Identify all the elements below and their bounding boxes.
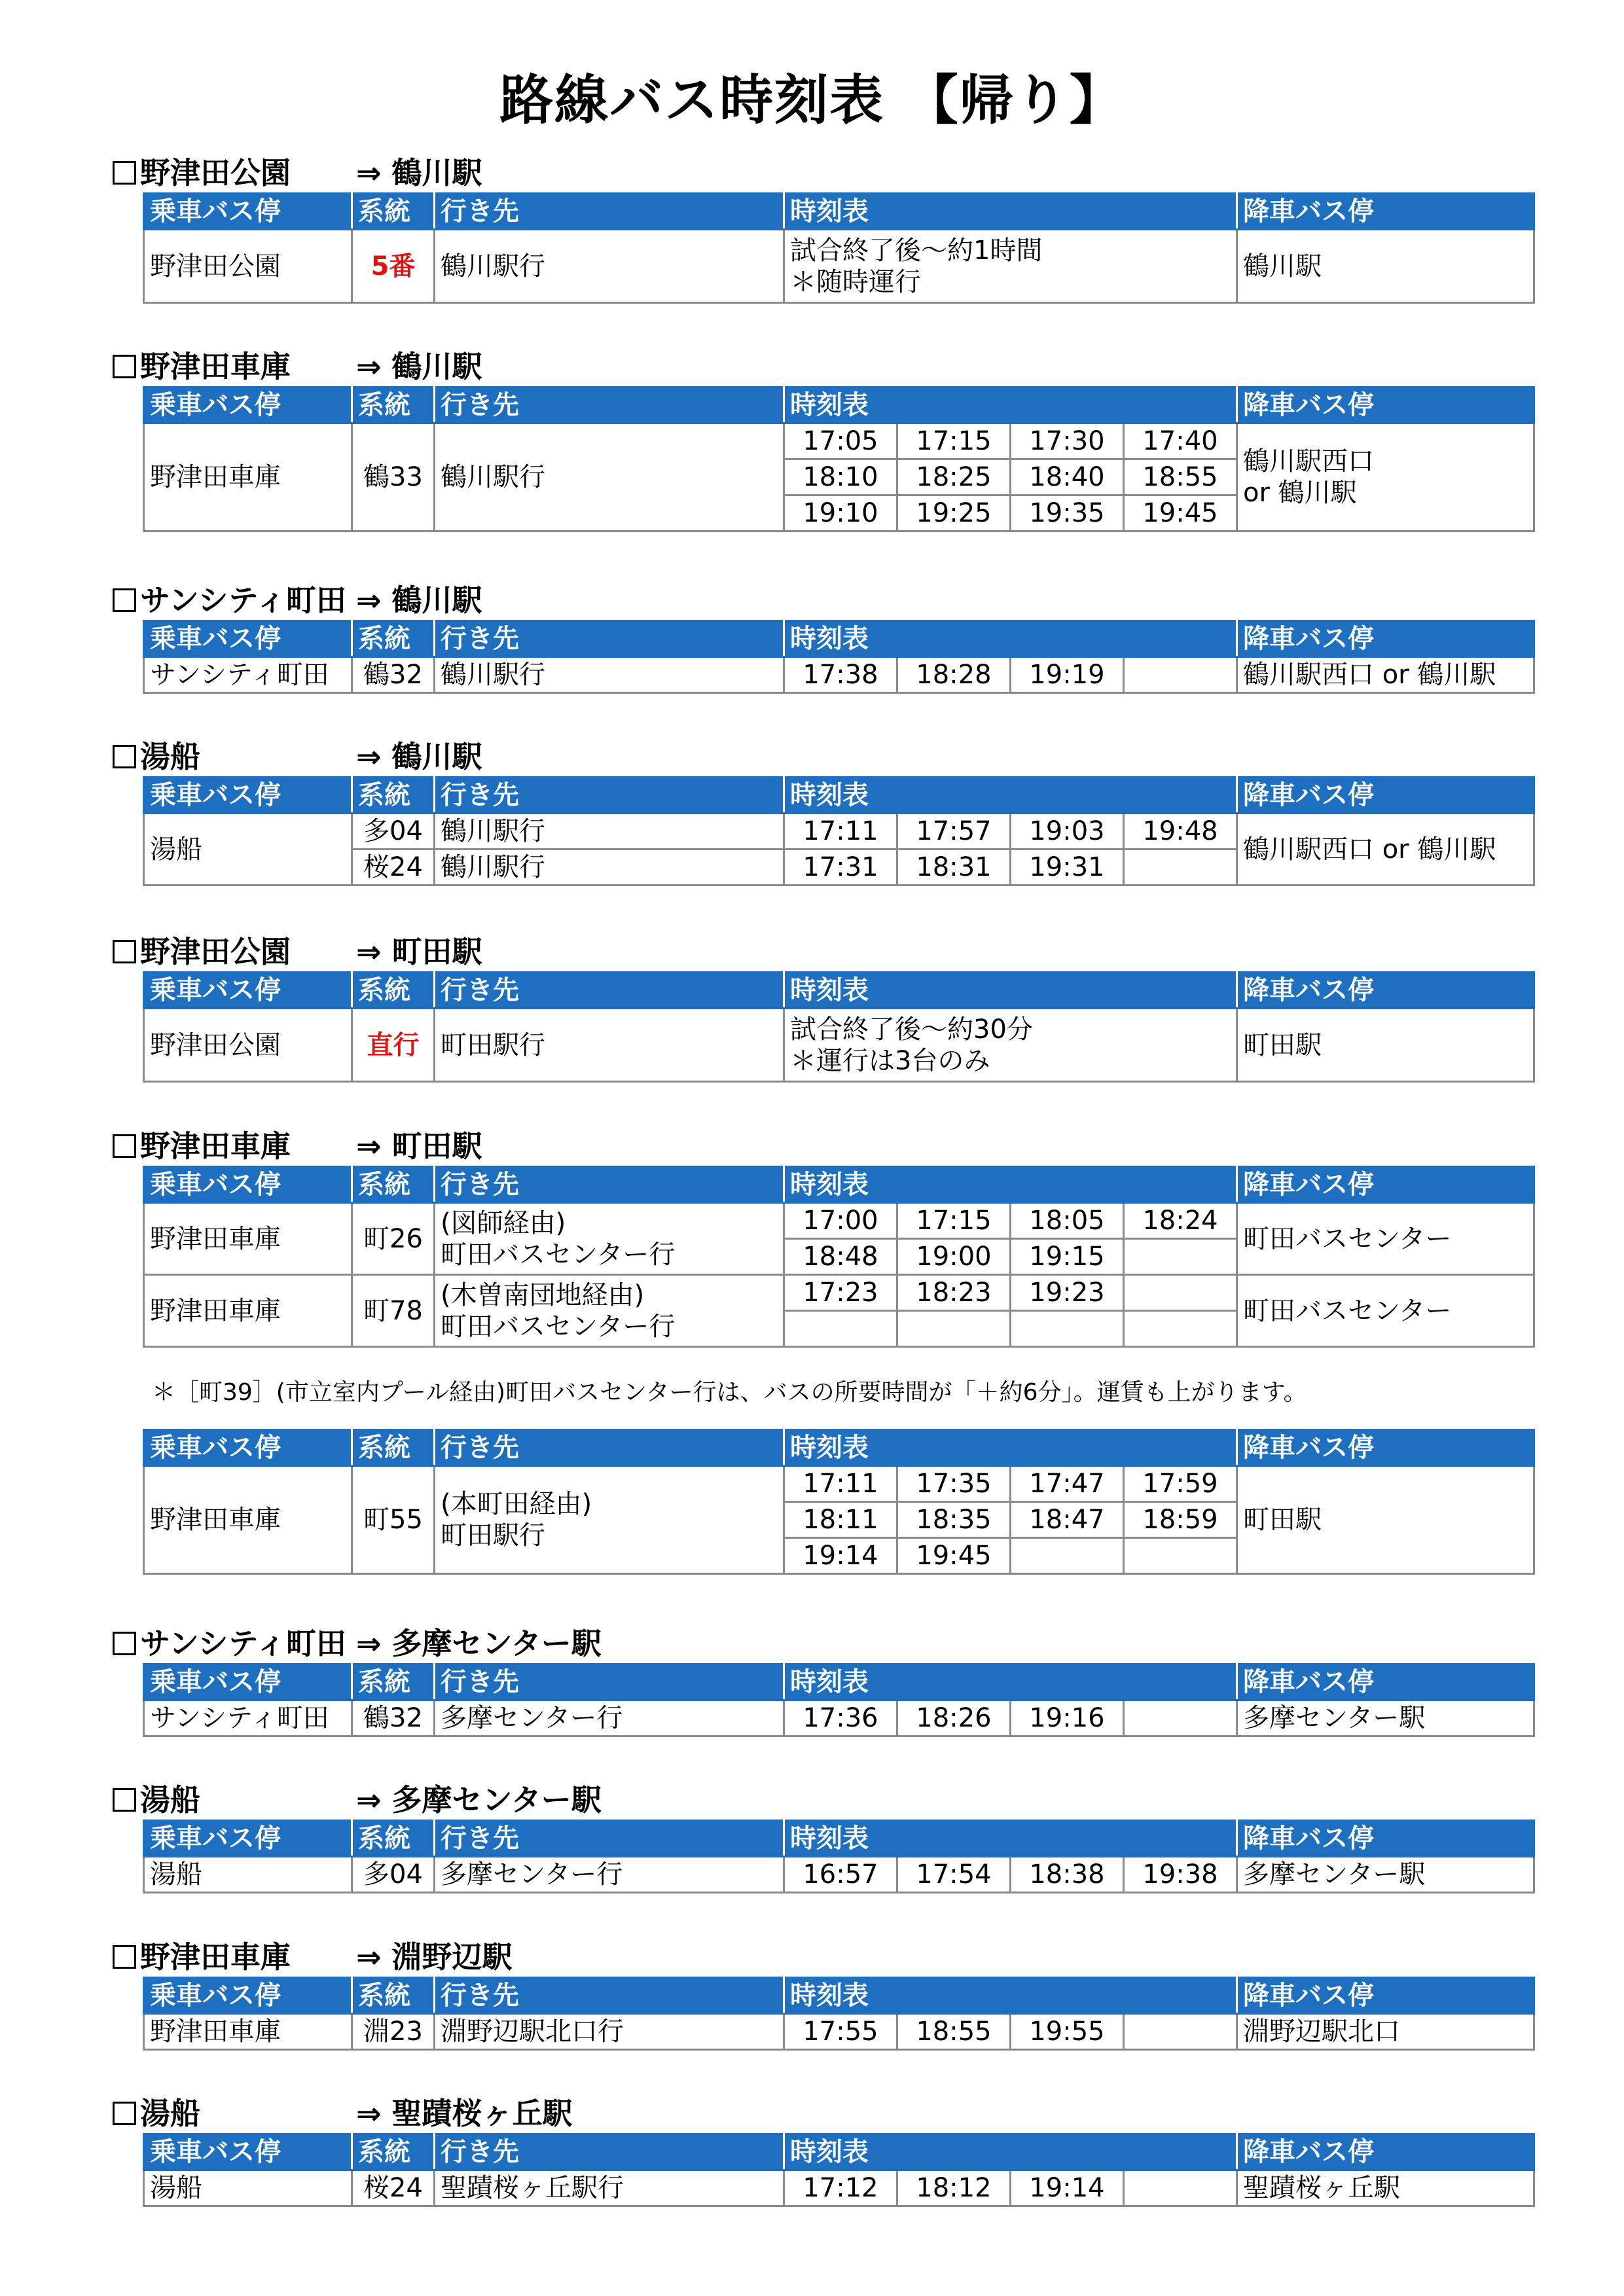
timetable [143, 192, 1535, 304]
section-destination: ⇒ 鶴川駅 [356, 739, 482, 774]
route-note: ＊［町39］(市立室内プール経由)町田バスセンター行は、バスの所要時間が「＋約6分」。運賃も上がります。 [152, 1379, 1307, 1406]
boarding-stop: 野津田公園 [144, 230, 352, 303]
section-destination: ⇒ 鶴川駅 [356, 155, 482, 190]
header-route: 系統 [352, 1430, 435, 1466]
route-code: 直行 [352, 1009, 435, 1082]
header-route: 系統 [352, 194, 435, 230]
section-origin: 湯船 [140, 2096, 200, 2131]
departure-time: 17:38 [784, 657, 897, 693]
header-alight: 降車バス停 [1237, 387, 1534, 423]
destination: 多摩センター行 [435, 1700, 784, 1736]
header-route: 系統 [352, 1167, 435, 1203]
section-origin: サンシティ町田 [140, 1626, 346, 1661]
header-times: 時刻表 [784, 1978, 1237, 2014]
header-alight: 降車バス停 [1237, 1167, 1534, 1203]
section-destination: ⇒ 鶴川駅 [356, 583, 482, 618]
alight-stop: 鶴川駅西口 or 鶴川駅 [1237, 657, 1534, 693]
route-code: 多04 [352, 814, 435, 850]
departure-time: 18:25 [897, 459, 1011, 495]
alight-stop: 多摩センター駅 [1237, 1700, 1534, 1736]
destination: 鶴川駅行 [435, 657, 784, 693]
departure-time: 18:35 [897, 1502, 1011, 1538]
destination: 鶴川駅行 [435, 814, 784, 850]
route-code: 多04 [352, 1857, 435, 1893]
header-route: 系統 [352, 1821, 435, 1857]
departure-time: 18:24 [1124, 1203, 1237, 1239]
header-destination: 行き先 [435, 1664, 784, 1700]
header-destination: 行き先 [435, 387, 784, 423]
route-code: 桜24 [352, 2170, 435, 2206]
timetable [143, 386, 1535, 532]
header-alight: 降車バス停 [1237, 1430, 1534, 1466]
timetable [143, 1977, 1535, 2051]
header-alight: 降車バス停 [1237, 1821, 1534, 1857]
destination: 町田駅行 [435, 1009, 784, 1082]
header-destination: 行き先 [435, 2134, 784, 2170]
header-times: 時刻表 [784, 1664, 1237, 1700]
departure-time: 17:40 [1124, 423, 1237, 459]
departure-time: 18:38 [1011, 1857, 1124, 1893]
departure-time: 18:55 [897, 2014, 1011, 2050]
checkbox-icon [113, 161, 136, 185]
table-header [144, 1664, 1534, 1700]
checkbox-icon [113, 940, 136, 963]
departure-time [1124, 850, 1237, 886]
departure-time [1011, 1311, 1124, 1347]
section-origin: 野津田車庫 [140, 349, 291, 384]
departure-time: 17:31 [784, 850, 897, 886]
departure-time: 17:12 [784, 2170, 897, 2206]
table-row [144, 1466, 1534, 1502]
header-route: 系統 [352, 621, 435, 657]
boarding-stop: 湯船 [144, 814, 352, 886]
header-times: 時刻表 [784, 194, 1237, 230]
departure-time [1124, 1538, 1237, 1574]
route-code: 鶴33 [352, 423, 435, 531]
header-times: 時刻表 [784, 1167, 1237, 1203]
checkbox-icon [113, 1134, 136, 1158]
route-code: 鶴32 [352, 1700, 435, 1736]
departure-time [1124, 2170, 1237, 2206]
header-stop: 乗車バス停 [144, 387, 352, 423]
departure-time: 19:45 [1124, 495, 1237, 531]
departure-time: 17:11 [784, 814, 897, 850]
header-times: 時刻表 [784, 1430, 1237, 1466]
boarding-stop: サンシティ町田 [144, 1700, 352, 1736]
departure-time: 19:23 [1011, 1275, 1124, 1311]
table-header [144, 2134, 1534, 2170]
section-destination: ⇒ 淵野辺駅 [356, 1939, 513, 1975]
timetable [143, 776, 1535, 886]
table-header [144, 387, 1534, 423]
departure-time: 19:31 [1011, 850, 1124, 886]
route-code: 鶴32 [352, 657, 435, 693]
departure-time: 19:03 [1011, 814, 1124, 850]
boarding-stop: 野津田車庫 [144, 1275, 352, 1347]
section-destination: ⇒ 多摩センター駅 [356, 1782, 602, 1818]
header-route: 系統 [352, 1664, 435, 1700]
boarding-stop: 野津田公園 [144, 1009, 352, 1082]
departure-time [1124, 1275, 1237, 1311]
destination: 多摩センター行 [435, 1857, 784, 1893]
header-destination: 行き先 [435, 194, 784, 230]
header-stop: 乗車バス停 [144, 194, 352, 230]
route-code: 淵23 [352, 2014, 435, 2050]
departure-time: 18:26 [897, 1700, 1011, 1736]
section-origin: 湯船 [140, 739, 200, 774]
header-destination: 行き先 [435, 1167, 784, 1203]
table-row [144, 814, 1534, 850]
header-times: 時刻表 [784, 1821, 1237, 1857]
destination: 淵野辺駅北口行 [435, 2014, 784, 2050]
departure-time: 17:05 [784, 423, 897, 459]
departure-time: 18:48 [784, 1239, 897, 1275]
departure-time [897, 1311, 1011, 1347]
alight-stop: 聖蹟桜ヶ丘駅 [1237, 2170, 1534, 2206]
departure-time: 17:15 [897, 1203, 1011, 1239]
checkbox-icon [113, 2102, 136, 2125]
departure-time [1124, 657, 1237, 693]
section-origin: 野津田公園 [140, 934, 291, 969]
timetable [143, 1663, 1535, 1737]
table-row [144, 230, 1534, 303]
table-row [144, 423, 1534, 459]
boarding-stop: サンシティ町田 [144, 657, 352, 693]
departure-time [1124, 1311, 1237, 1347]
alight-stop: 鶴川駅 [1237, 230, 1534, 303]
departure-time: 19:25 [897, 495, 1011, 531]
timetable [143, 620, 1535, 694]
departure-time: 18:55 [1124, 459, 1237, 495]
departure-time: 17:59 [1124, 1466, 1237, 1502]
boarding-stop: 野津田車庫 [144, 2014, 352, 2050]
departure-time: 19:10 [784, 495, 897, 531]
table-header [144, 973, 1534, 1009]
departure-time: 17:55 [784, 2014, 897, 2050]
header-alight: 降車バス停 [1237, 621, 1534, 657]
alight-stop: 町田バスセンター [1237, 1203, 1534, 1275]
alight-stop: 鶴川駅西口 or 鶴川駅 [1237, 423, 1534, 531]
page-title: 路線バス時刻表 【帰り】 [499, 69, 1125, 132]
table-header [144, 621, 1534, 657]
section-destination: ⇒ 多摩センター駅 [356, 1626, 602, 1661]
checkbox-icon [113, 355, 136, 378]
timetable [143, 1166, 1535, 1348]
departure-time: 19:55 [1011, 2014, 1124, 2050]
header-destination: 行き先 [435, 1430, 784, 1466]
departure-time [1124, 2014, 1237, 2050]
header-times: 時刻表 [784, 2134, 1237, 2170]
destination: 鶴川駅行 [435, 230, 784, 303]
boarding-stop: 野津田車庫 [144, 423, 352, 531]
section-title [113, 153, 482, 192]
header-alight: 降車バス停 [1237, 1664, 1534, 1700]
section-origin: 野津田車庫 [140, 1939, 291, 1975]
timetable [143, 1429, 1535, 1575]
section-title [113, 1937, 513, 1977]
section-title [113, 2094, 573, 2133]
destination: (図師経由) 町田バスセンター行 [435, 1203, 784, 1275]
section-title [113, 1780, 602, 1820]
departure-time: 19:45 [897, 1538, 1011, 1574]
boarding-stop: 野津田車庫 [144, 1466, 352, 1574]
departure-time: 19:19 [1011, 657, 1124, 693]
departure-time: 18:10 [784, 459, 897, 495]
header-destination: 行き先 [435, 778, 784, 814]
header-destination: 行き先 [435, 1821, 784, 1857]
departure-time: 18:31 [897, 850, 1011, 886]
header-stop: 乗車バス停 [144, 2134, 352, 2170]
departure-time: 17:11 [784, 1466, 897, 1502]
section-title [113, 581, 482, 620]
departure-time: 18:59 [1124, 1502, 1237, 1538]
header-destination: 行き先 [435, 1978, 784, 2014]
time-note: 試合終了後～約30分 ＊運行は3台のみ [784, 1009, 1237, 1082]
section-title [113, 347, 482, 386]
section-title [113, 737, 482, 776]
header-route: 系統 [352, 1978, 435, 2014]
departure-time: 17:54 [897, 1857, 1011, 1893]
departure-time [1124, 1700, 1237, 1736]
checkbox-icon [113, 1788, 136, 1812]
table-header [144, 1430, 1534, 1466]
header-alight: 降車バス停 [1237, 2134, 1534, 2170]
header-alight: 降車バス停 [1237, 1978, 1534, 2014]
header-times: 時刻表 [784, 621, 1237, 657]
departure-time: 19:14 [784, 1538, 897, 1574]
departure-time [1011, 1538, 1124, 1574]
header-times: 時刻表 [784, 387, 1237, 423]
departure-time: 18:23 [897, 1275, 1011, 1311]
checkbox-icon [113, 745, 136, 768]
departure-time: 18:12 [897, 2170, 1011, 2206]
destination: (本町田経由) 町田駅行 [435, 1466, 784, 1574]
route-code: 5番 [352, 230, 435, 303]
section-title [113, 1126, 482, 1166]
departure-time: 18:05 [1011, 1203, 1124, 1239]
departure-time: 19:15 [1011, 1239, 1124, 1275]
destination: (木曽南団地経由) 町田バスセンター行 [435, 1275, 784, 1347]
departure-time: 19:38 [1124, 1857, 1237, 1893]
table-header [144, 1167, 1534, 1203]
destination: 鶴川駅行 [435, 850, 784, 886]
departure-time: 19:16 [1011, 1700, 1124, 1736]
table-row [144, 1857, 1534, 1893]
departure-time: 19:48 [1124, 814, 1237, 850]
table-row [144, 1203, 1534, 1239]
table-header [144, 1821, 1534, 1857]
destination: 聖蹟桜ヶ丘駅行 [435, 2170, 784, 2206]
table-row [144, 2170, 1534, 2206]
departure-time: 17:57 [897, 814, 1011, 850]
departure-time: 17:35 [897, 1466, 1011, 1502]
section-destination: ⇒ 町田駅 [356, 934, 482, 969]
header-route: 系統 [352, 387, 435, 423]
departure-time: 17:36 [784, 1700, 897, 1736]
alight-stop: 町田駅 [1237, 1009, 1534, 1082]
destination: 鶴川駅行 [435, 423, 784, 531]
departure-time: 18:40 [1011, 459, 1124, 495]
alight-stop: 多摩センター駅 [1237, 1857, 1534, 1893]
departure-time: 18:11 [784, 1502, 897, 1538]
departure-time: 18:28 [897, 657, 1011, 693]
header-stop: 乗車バス停 [144, 1664, 352, 1700]
timetable [143, 1820, 1535, 1893]
alight-stop: 町田バスセンター [1237, 1275, 1534, 1347]
boarding-stop: 野津田車庫 [144, 1203, 352, 1275]
departure-time: 19:14 [1011, 2170, 1124, 2206]
departure-time: 18:47 [1011, 1502, 1124, 1538]
table-row [144, 1009, 1534, 1082]
header-times: 時刻表 [784, 778, 1237, 814]
header-stop: 乗車バス停 [144, 1978, 352, 2014]
header-stop: 乗車バス停 [144, 1821, 352, 1857]
section-title [113, 932, 482, 971]
departure-time [784, 1311, 897, 1347]
alight-stop: 淵野辺駅北口 [1237, 2014, 1534, 2050]
checkbox-icon [113, 1632, 136, 1655]
header-alight: 降車バス停 [1237, 194, 1534, 230]
departure-time: 19:35 [1011, 495, 1124, 531]
departure-time: 17:00 [784, 1203, 897, 1239]
section-destination: ⇒ 町田駅 [356, 1128, 482, 1164]
header-route: 系統 [352, 2134, 435, 2170]
section-destination: ⇒ 聖蹟桜ヶ丘駅 [356, 2096, 573, 2131]
table-header [144, 778, 1534, 814]
departure-time: 19:00 [897, 1239, 1011, 1275]
table-header [144, 1978, 1534, 2014]
departure-time: 17:30 [1011, 423, 1124, 459]
table-header [144, 194, 1534, 230]
header-destination: 行き先 [435, 621, 784, 657]
header-route: 系統 [352, 973, 435, 1009]
section-origin: サンシティ町田 [140, 583, 346, 618]
departure-time: 16:57 [784, 1857, 897, 1893]
alight-stop: 鶴川駅西口 or 鶴川駅 [1237, 814, 1534, 886]
checkbox-icon [113, 588, 136, 612]
header-stop: 乗車バス停 [144, 973, 352, 1009]
table-row [144, 657, 1534, 693]
section-origin: 野津田公園 [140, 155, 291, 190]
header-stop: 乗車バス停 [144, 778, 352, 814]
header-destination: 行き先 [435, 973, 784, 1009]
section-destination: ⇒ 鶴川駅 [356, 349, 482, 384]
header-times: 時刻表 [784, 973, 1237, 1009]
section-title [113, 1624, 602, 1663]
route-code: 町78 [352, 1275, 435, 1347]
table-row [144, 1275, 1534, 1311]
header-stop: 乗車バス停 [144, 1430, 352, 1466]
section-origin: 野津田車庫 [140, 1128, 291, 1164]
checkbox-icon [113, 1945, 136, 1969]
departure-time: 17:23 [784, 1275, 897, 1311]
route-code: 町26 [352, 1203, 435, 1275]
route-code: 町55 [352, 1466, 435, 1574]
timetable [143, 2133, 1535, 2207]
header-stop: 乗車バス停 [144, 621, 352, 657]
header-alight: 降車バス停 [1237, 778, 1534, 814]
header-stop: 乗車バス停 [144, 1167, 352, 1203]
route-code: 桜24 [352, 850, 435, 886]
header-alight: 降車バス停 [1237, 973, 1534, 1009]
departure-time [1124, 1239, 1237, 1275]
departure-time: 17:15 [897, 423, 1011, 459]
time-note: 試合終了後～約1時間 ＊随時運行 [784, 230, 1237, 303]
table-row [144, 1700, 1534, 1736]
boarding-stop: 湯船 [144, 1857, 352, 1893]
timetable [143, 971, 1535, 1083]
section-origin: 湯船 [140, 1782, 200, 1818]
table-row [144, 2014, 1534, 2050]
header-route: 系統 [352, 778, 435, 814]
boarding-stop: 湯船 [144, 2170, 352, 2206]
departure-time: 17:47 [1011, 1466, 1124, 1502]
alight-stop: 町田駅 [1237, 1466, 1534, 1574]
